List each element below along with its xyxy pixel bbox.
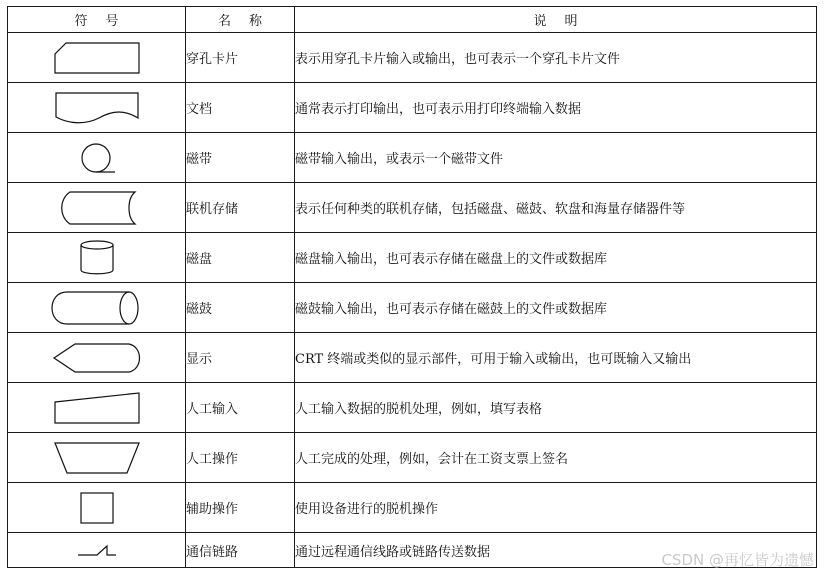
header-name: 名称 [186,7,295,33]
symbol-description: 磁带输入输出，或表示一个磁带文件 [295,133,817,183]
table-row [8,283,817,333]
symbol-cell [8,133,186,183]
table-row [8,33,817,83]
symbol-cell [8,33,186,83]
table-row [8,333,817,383]
symbol-cell [8,183,186,233]
symbol-name: 人工输入 [186,383,295,433]
header-symbol: 符号 [8,7,186,33]
symbol-name: 磁盘 [186,233,295,283]
symbol-description: 表示用穿孔卡片输入或输出，也可表示一个穿孔卡片文件 [295,33,817,83]
symbol-description: 通常表示打印输出，也可表示用打印终端输入数据 [295,83,817,133]
symbol-name: 联机存储 [186,183,295,233]
display-icon [53,343,141,373]
symbol-cell [8,83,186,133]
symbol-name: 磁带 [186,133,295,183]
document-icon [55,92,139,124]
symbol-cell [8,383,186,433]
table-row [8,483,817,533]
watermark: CSDN @再忆皆为遗憾 [661,551,814,569]
symbol-name: 通信链路 [186,533,295,568]
magnetic-drum-icon [51,291,143,325]
symbol-name: 磁鼓 [186,283,295,333]
online-storage-icon [58,191,136,225]
symbol-name: 显示 [186,333,295,383]
manual-input-icon [54,392,140,424]
symbol-description: 人工输入数据的脱机处理，例如，填写表格 [295,383,817,433]
symbol-name: 文档 [186,83,295,133]
symbol-description: 表示任何种类的联机存储，包括磁盘、磁鼓、软盘和海量存储器件等 [295,183,817,233]
symbol-cell [8,283,186,333]
symbol-cell [8,533,186,568]
symbol-name: 人工操作 [186,433,295,483]
communication-link-icon [77,543,117,557]
magnetic-disk-icon [79,240,115,276]
table-row [8,433,817,483]
header-description: 说明 [295,7,817,33]
table-row [8,133,817,183]
table-row [8,233,817,283]
symbol-description: 使用设备进行的脱机操作 [295,483,817,533]
auxiliary-operation-icon [80,492,114,524]
table-row [8,383,817,433]
table-row [8,83,817,133]
symbol-name: 辅助操作 [186,483,295,533]
symbol-name: 穿孔卡片 [186,33,295,83]
symbol-description: CRT 终端或类似的显示部件，可用于输入或输出，也可既输入又输出 [295,333,817,383]
magnetic-tape-icon [77,142,117,174]
symbol-cell [8,433,186,483]
table-header-row [8,7,817,33]
symbol-description: 磁盘输入输出，也可表示存储在磁盘上的文件或数据库 [295,233,817,283]
symbol-cell [8,333,186,383]
symbol-cell [8,233,186,283]
symbol-description: 人工完成的处理，例如，会计在工资支票上签名 [295,433,817,483]
manual-operation-icon [54,442,140,474]
symbol-description: 磁鼓输入输出，也可表示存储在磁鼓上的文件或数据库 [295,283,817,333]
symbol-description: 通过远程通信线路或链路传送数据 [295,533,817,568]
flowchart-symbols-table [7,6,817,568]
symbol-cell [8,483,186,533]
table-row [8,183,817,233]
punched-card-icon [54,42,140,74]
